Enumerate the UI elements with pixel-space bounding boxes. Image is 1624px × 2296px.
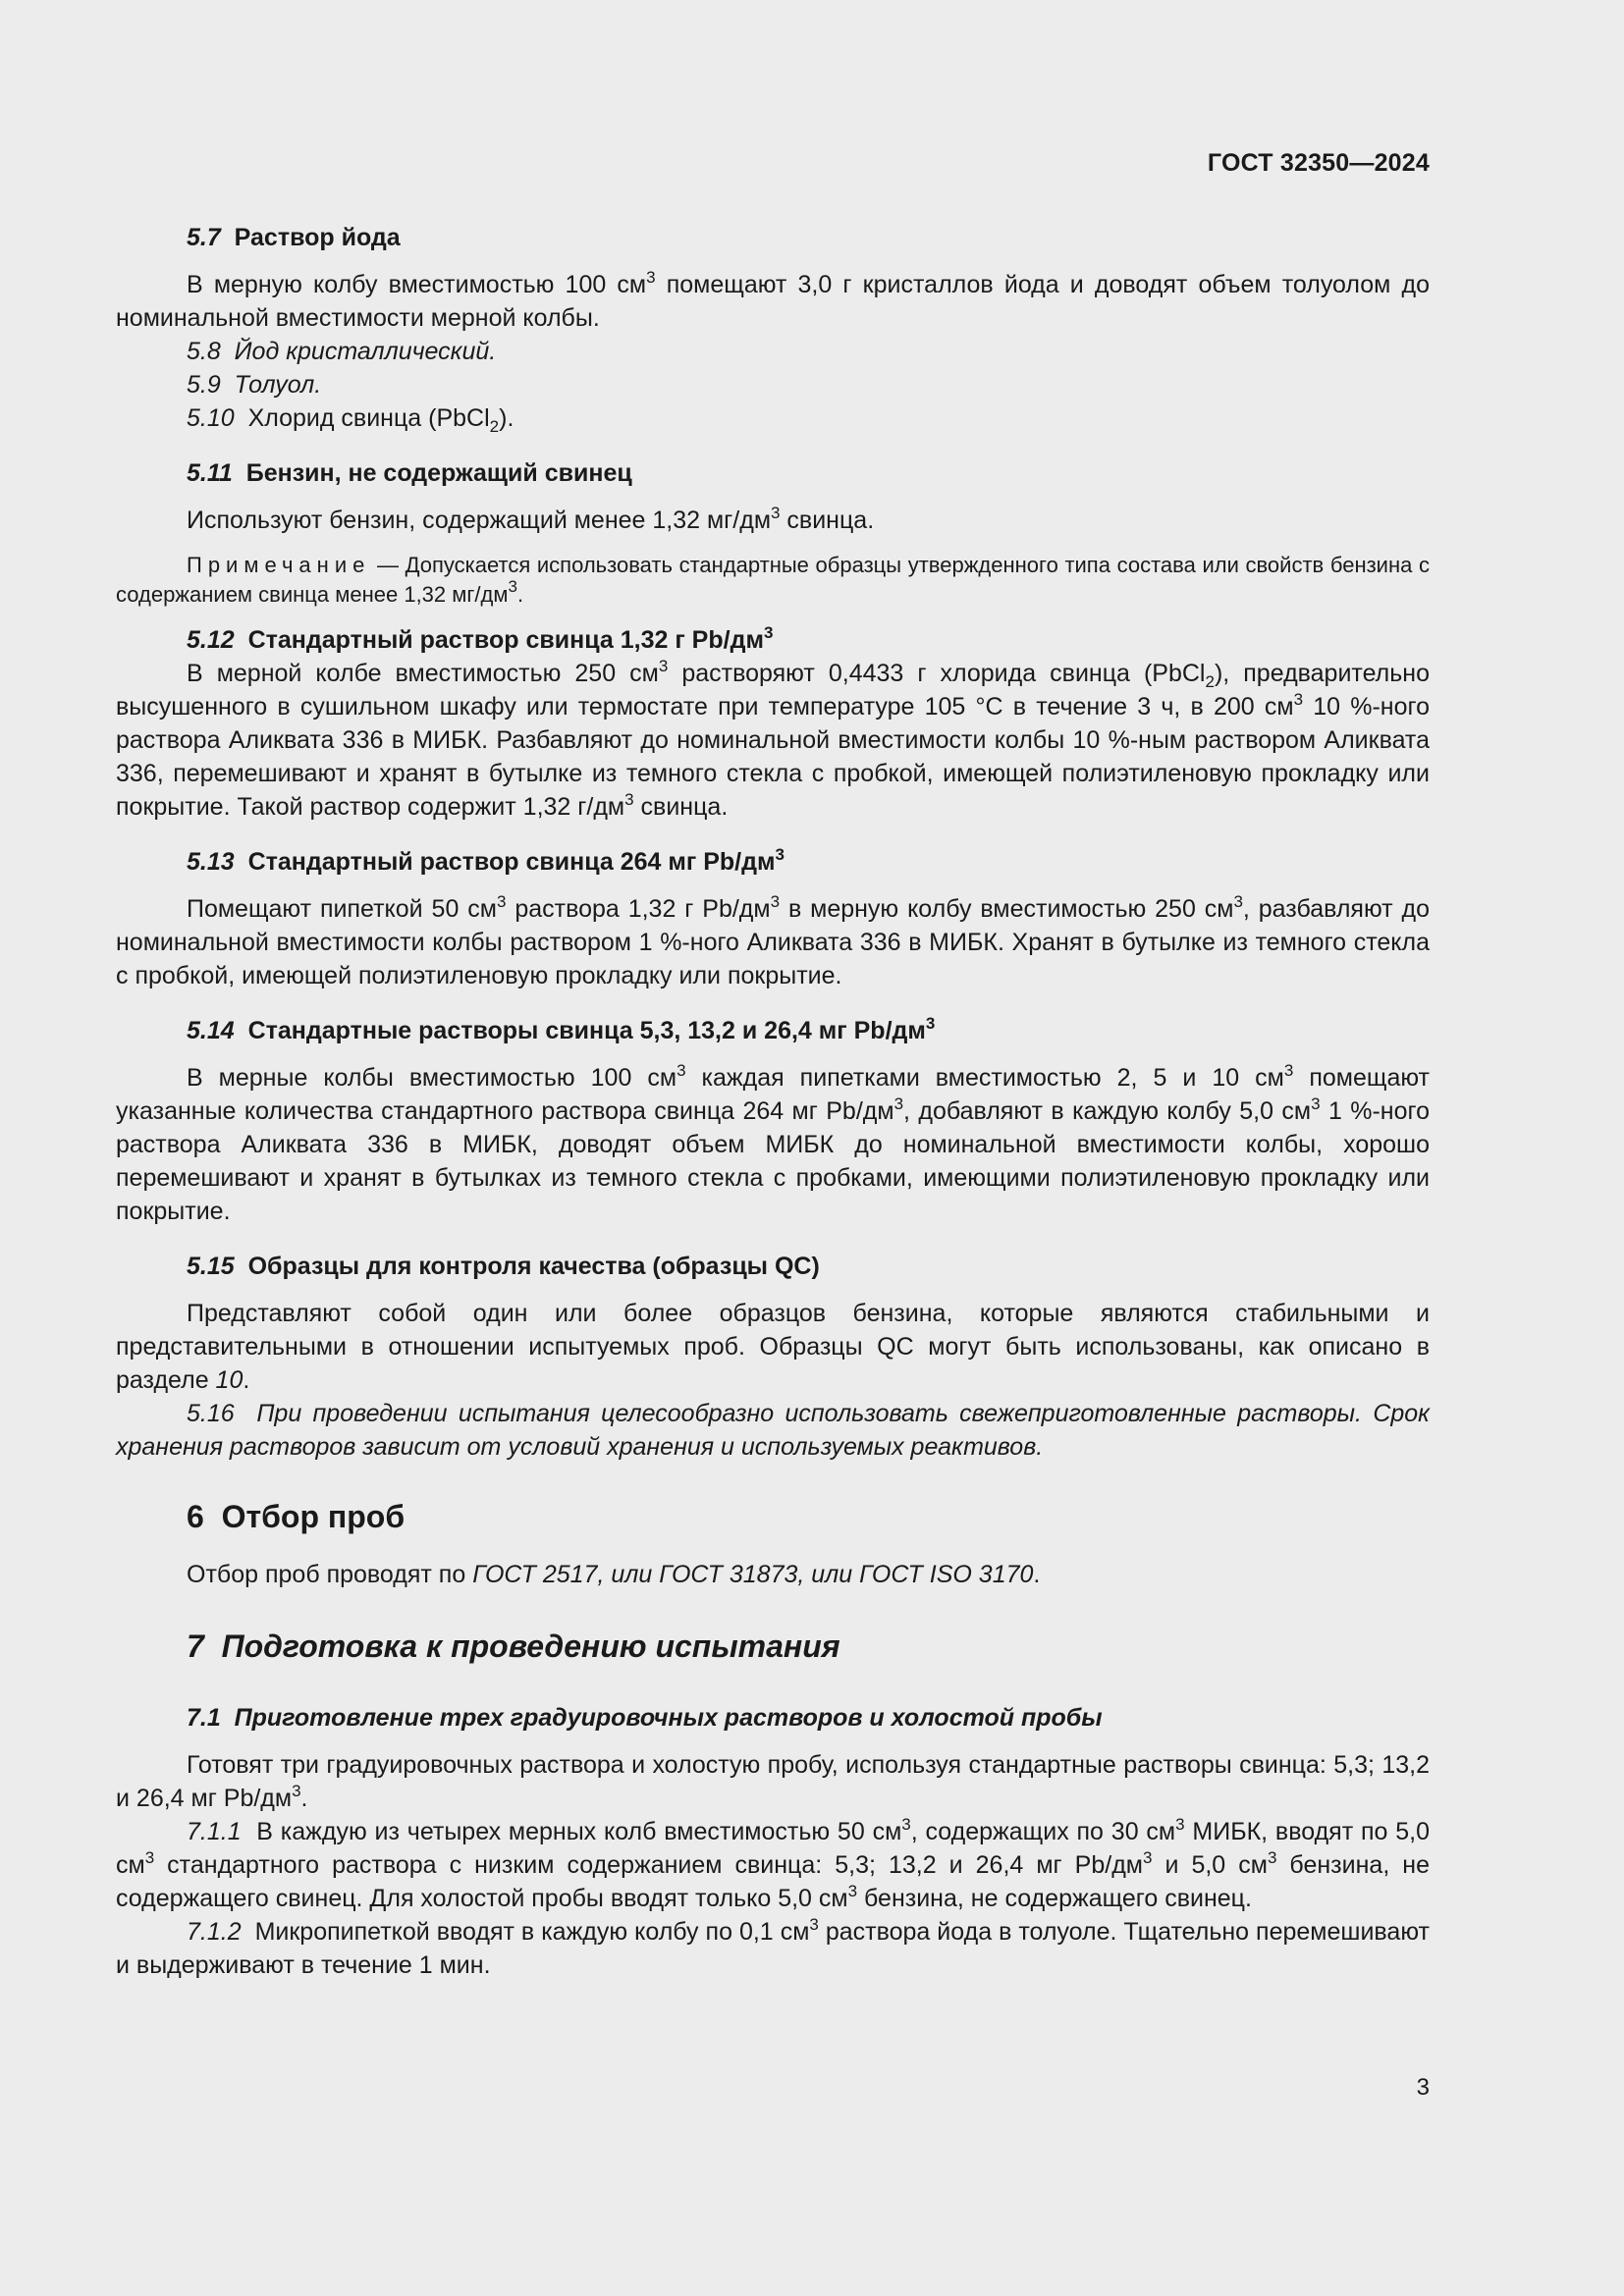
superscript: 3 — [893, 1095, 904, 1113]
section-5-15-heading — [116, 1250, 1430, 1283]
section-number: 5.8 — [187, 338, 221, 365]
superscript: 3 — [1175, 1815, 1185, 1834]
superscript: 3 — [508, 577, 517, 596]
section-title: Стандартный раствор свинца 264 мг Pb/дм — [247, 848, 776, 876]
section-7-1-text — [116, 1748, 1430, 1815]
superscript: 3 — [1293, 690, 1304, 709]
superscript: 3 — [847, 1882, 858, 1900]
standard-references: ГОСТ 2517, или ГОСТ 31873, или ГОСТ ISO 3170 — [472, 1561, 1034, 1588]
text-run: растворяют 0,4433 г хлорида свинца (PbCl — [668, 660, 1206, 687]
text-run: стандартного раствора с низким содержанием свинца: 5,3; 13,2 и 26,4 мг Pb/дм — [154, 1851, 1143, 1879]
text-run: , разбавляют до номинальной вместимости колбы раствором 1 %-ного Аликвата 336 в МИБК. Хранят в бутылке из темного стекла с пробкой, имеющей полиэтиленовую прокладку или покрытие. — [116, 895, 1431, 989]
section-5-15-text — [116, 1297, 1430, 1397]
section-5-13-text — [116, 892, 1430, 992]
superscript: 3 — [1233, 892, 1243, 911]
text-run: 1 %-ного раствора Аликвата 336 в МИБК, доводят объем МИБК до номинальной вместимости колбы, хорошо перемешивают и хранят в бутылках из темного стекла с пробками, имеющими полиэтиленовую прокладку или покрытие. — [116, 1097, 1430, 1225]
section-number: 5.7 — [187, 224, 221, 251]
text-run: Помещают пипеткой 50 см — [187, 895, 497, 923]
section-number: 6 — [187, 1499, 204, 1534]
section-5-16 — [116, 1397, 1430, 1464]
superscript: 3 — [1311, 1095, 1321, 1113]
superscript: 3 — [496, 892, 507, 911]
section-number: 5.11 — [187, 459, 233, 487]
text-run: В мерные колбы вместимостью 100 см — [187, 1064, 677, 1092]
section-number: 5.12 — [187, 626, 235, 654]
text-run: каждая пипетками вместимостью 2, 5 и 10 см — [685, 1064, 1284, 1092]
section-title: Стандартные растворы свинца 5,3, 13,2 и 26,4 мг Pb/дм — [247, 1017, 926, 1044]
text-run: бензина, не содержащего свинец. Для холостой пробы вводят только 5,0 см — [116, 1851, 1431, 1912]
superscript: 3 — [775, 845, 785, 864]
section-5-13-heading — [116, 845, 1430, 879]
superscript: 3 — [901, 1815, 911, 1834]
text-run: бензина, не содержащего свинец. — [857, 1885, 1252, 1912]
text-run: свинца. — [633, 793, 729, 821]
text-run: Отбор проб проводят по — [187, 1561, 473, 1588]
superscript: 3 — [144, 1848, 155, 1867]
section-7-1-heading — [116, 1701, 1430, 1735]
section-number: 7.1.1 — [187, 1818, 242, 1845]
superscript: 3 — [925, 1014, 936, 1033]
text-run: . — [243, 1366, 250, 1394]
superscript: 3 — [809, 1915, 819, 1934]
text-run: раствора 1,32 г Pb/дм — [506, 895, 771, 923]
section-5-11-text — [116, 504, 1430, 537]
section-number: 5.15 — [187, 1253, 235, 1280]
section-number: 5.10 — [187, 404, 235, 432]
text-run: ). — [499, 404, 514, 432]
superscript: 3 — [1267, 1848, 1277, 1867]
text-run: , содержащих по 30 см — [910, 1818, 1176, 1845]
superscript: 3 — [771, 504, 781, 522]
section-5-12-text — [116, 657, 1430, 824]
section-number: 7.1 — [187, 1704, 221, 1732]
text-run: Хлорид свинца (PbCl — [247, 404, 490, 432]
text-run: и 5,0 см — [1152, 1851, 1268, 1879]
section-6-text — [116, 1558, 1430, 1591]
text-run: 10 %-ного раствора Аликвата 336 в МИБК. Разбавляют до номинальной вместимости колбы 10 %-ным раствором Аликвата 336, перемешивают и хранят в бутылке из темного стекла с пробкой, имеющей полиэтиленовую прокладку или покрытие. Такой раствор содержит 1,32 г/дм — [116, 693, 1430, 821]
section-title: Подготовка к проведению испытания — [221, 1629, 840, 1664]
text-run: помещают указанные количества стандартного раствора свинца 264 мг Pb/дм — [116, 1064, 1431, 1125]
section-number: 5.9 — [187, 371, 221, 399]
document-header: ГОСТ 32350—2024 — [1207, 149, 1430, 177]
section-title: Раствор йода — [234, 224, 401, 251]
page-number: 3 — [1416, 2074, 1430, 2101]
section-text: При проведении испытания целесообразно использовать свежеприготовленные растворы. Срок хранения растворов зависит от условий хранения и используемых реактивов. — [116, 1400, 1430, 1461]
section-5-10 — [116, 401, 1430, 435]
text-run: В мерной колбе вместимостью 250 см — [187, 660, 659, 687]
section-6-heading — [116, 1497, 1430, 1536]
note — [116, 551, 1430, 610]
superscript: 3 — [677, 1061, 686, 1080]
subscript: 2 — [1205, 672, 1215, 691]
document-body — [116, 221, 1430, 1982]
superscript: 3 — [658, 657, 669, 675]
section-5-7-text — [116, 268, 1430, 335]
section-5-14-text — [116, 1061, 1430, 1228]
superscript: 3 — [1283, 1061, 1294, 1080]
section-number: 5.16 — [187, 1400, 235, 1427]
section-5-7-heading — [116, 221, 1430, 254]
text-run: ), предварительно высушенного в сушильном шкафу или термостате при температуре 105 °C в течение 3 ч, в 200 см — [116, 660, 1430, 721]
text-run: . — [1033, 1561, 1041, 1588]
text-run: В мерную колбу вместимостью 100 см — [187, 271, 647, 298]
section-title: Бензин, не содержащий свинец — [245, 459, 632, 487]
section-number: 5.14 — [187, 1017, 235, 1044]
text-run: МИБК, вводят по 5,0 см — [116, 1818, 1430, 1879]
text-run: Микропипеткой вводят в каждую колбу по 0,1 см — [254, 1918, 810, 1946]
section-7-1-1 — [116, 1815, 1430, 1915]
text-run: в мерную колбу вместимостью 250 см — [780, 895, 1234, 923]
text-run: Представляют собой один или более образцов бензина, которые являются стабильными и представительными в отношении испытуемых проб. Образцы QC могут быть использованы, как описано в разделе — [116, 1300, 1430, 1394]
note-text: — Допускается использовать стандартные образцы утвержденного типа состава или свойств бензина с содержанием свинца менее 1,32 мг/дм — [116, 553, 1430, 607]
section-text: Йод кристаллический. — [234, 338, 497, 365]
section-5-14-heading — [116, 1014, 1430, 1047]
text-run: раствора йода в толуоле. Тщательно перемешивают и выдерживают в течение 1 мин. — [116, 1918, 1430, 1979]
section-5-9 — [116, 368, 1430, 401]
text-run: . — [300, 1785, 308, 1812]
superscript: 3 — [1142, 1848, 1153, 1867]
subscript: 2 — [489, 417, 500, 436]
section-number: 7 — [187, 1629, 204, 1664]
section-reference: 10 — [215, 1366, 244, 1394]
superscript: 3 — [646, 268, 656, 287]
section-title: Приготовление трех градуировочных растворов и холостой пробы — [234, 1704, 1103, 1732]
section-title: Стандартный раствор свинца 1,32 г Pb/дм — [247, 626, 764, 654]
section-5-11-heading — [116, 456, 1430, 490]
text-run: В каждую из четырех мерных колб вместимостью 50 см — [256, 1818, 902, 1845]
superscript: 3 — [624, 790, 634, 809]
section-title: Отбор проб — [221, 1499, 406, 1534]
text-run: , добавляют в каждую колбу 5,0 см — [903, 1097, 1312, 1125]
section-number: 7.1.2 — [187, 1918, 242, 1946]
section-title: Образцы для контроля качества (образцы QC) — [247, 1253, 820, 1280]
text-run: Используют бензин, содержащий менее 1,32 мг/дм — [187, 507, 772, 534]
text-run: Готовят три градуировочных раствора и холостую пробу, используя стандартные растворы свинца: 5,3; 13,2 и 26,4 мг Pb/дм — [116, 1751, 1430, 1812]
section-5-12-heading — [116, 623, 1430, 657]
section-5-8 — [116, 335, 1430, 368]
text-run: помещают 3,0 г кристаллов йода и доводят объем толуолом до номинальной вместимости мерной колбы. — [116, 271, 1430, 332]
text-run: свинца. — [780, 507, 875, 534]
superscript: 3 — [292, 1782, 301, 1800]
section-text: Толуол. — [234, 371, 322, 399]
note-label: Примечание — [187, 553, 371, 577]
section-number: 5.13 — [187, 848, 235, 876]
text-run: . — [516, 582, 524, 607]
superscript: 3 — [763, 623, 774, 642]
section-7-1-2 — [116, 1915, 1430, 1982]
superscript: 3 — [770, 892, 781, 911]
section-7-heading — [116, 1627, 1430, 1666]
